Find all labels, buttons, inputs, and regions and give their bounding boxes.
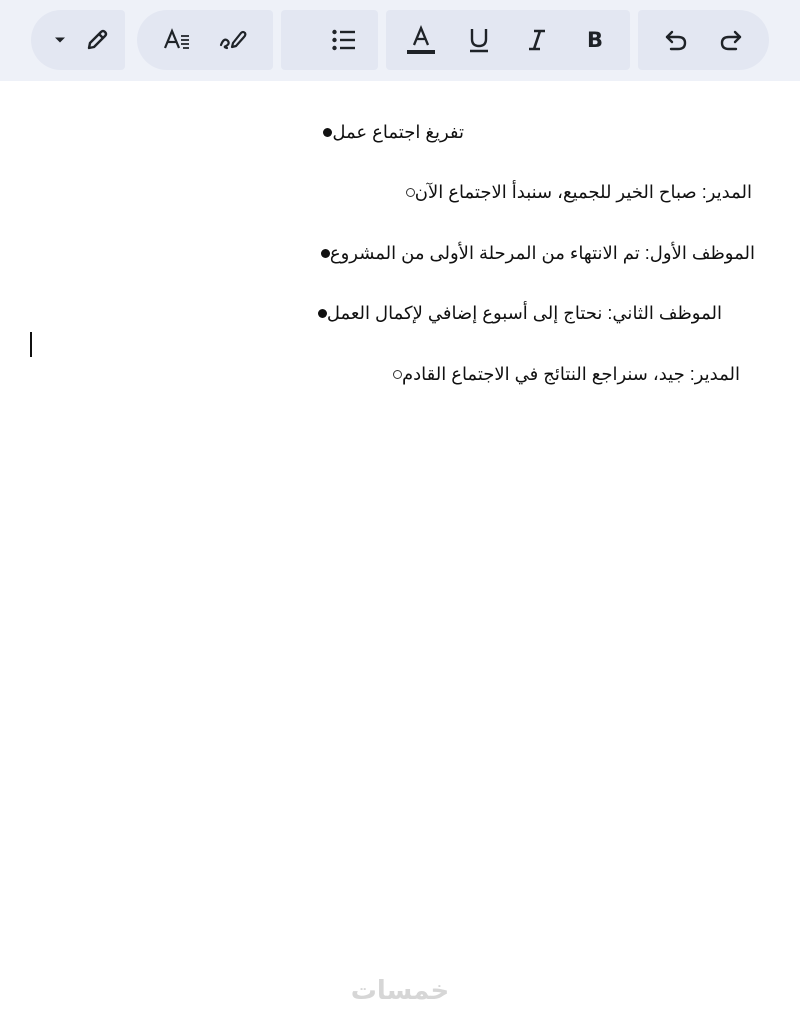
dropdown-arrow-icon bbox=[53, 33, 67, 47]
list-item-text: تفريغ اجتماع عمل bbox=[332, 122, 464, 142]
list-item[interactable] bbox=[297, 122, 464, 143]
bold-button[interactable] bbox=[577, 22, 613, 58]
handwriting-icon bbox=[218, 27, 248, 53]
underline-button[interactable] bbox=[461, 22, 497, 58]
underline-icon bbox=[467, 26, 491, 54]
text-color-button[interactable] bbox=[403, 22, 439, 58]
undo-button[interactable] bbox=[658, 22, 694, 58]
pencil-icon bbox=[84, 27, 110, 53]
watermark-text: خمسات bbox=[350, 975, 450, 1005]
list-item[interactable] bbox=[295, 243, 755, 264]
text-format-icon bbox=[162, 27, 192, 53]
bullet-filled-icon bbox=[323, 128, 332, 137]
editor-toolbar bbox=[0, 0, 800, 81]
bulleted-list-button[interactable] bbox=[326, 22, 362, 58]
list-item-text: الموظف الأول: تم الانتهاء من المرحلة الأولى من المشروع bbox=[329, 243, 755, 263]
italic-button[interactable] bbox=[519, 22, 555, 58]
bold-icon: B bbox=[586, 28, 603, 52]
pen-button[interactable] bbox=[79, 22, 115, 58]
bullet-hollow-icon bbox=[406, 188, 415, 197]
list-item-text: المدير: صباح الخير للجميع، سنبدأ الاجتماع الآن bbox=[414, 182, 752, 202]
text-tool-group bbox=[137, 10, 273, 70]
redo-icon bbox=[718, 28, 744, 52]
redo-button[interactable] bbox=[713, 22, 749, 58]
text-format-button[interactable] bbox=[159, 22, 195, 58]
list-item[interactable] bbox=[382, 182, 752, 203]
bullet-filled-icon bbox=[318, 309, 327, 318]
document-page[interactable] bbox=[0, 81, 800, 1023]
list-tool-group bbox=[281, 10, 378, 70]
bullet-filled-icon bbox=[321, 249, 330, 258]
bulleted-list-icon bbox=[331, 28, 357, 52]
list-item[interactable] bbox=[369, 364, 740, 385]
text-color-icon bbox=[405, 24, 437, 56]
pen-tool-group bbox=[31, 10, 125, 70]
format-tool-group bbox=[386, 10, 630, 70]
bullet-hollow-icon bbox=[393, 370, 402, 379]
list-item-text: الموظف الثاني: نحتاج إلى أسبوع إضافي لإكمال العمل bbox=[326, 303, 722, 323]
text-cursor bbox=[30, 332, 32, 357]
pen-options-dropdown[interactable] bbox=[42, 22, 78, 58]
list-item[interactable] bbox=[292, 303, 722, 324]
italic-icon bbox=[526, 28, 548, 52]
handwriting-button[interactable] bbox=[215, 22, 251, 58]
list-item-text: المدير: جيد، سنراجع النتائج في الاجتماع القادم bbox=[401, 364, 740, 384]
history-tool-group bbox=[638, 10, 769, 70]
undo-icon bbox=[663, 28, 689, 52]
